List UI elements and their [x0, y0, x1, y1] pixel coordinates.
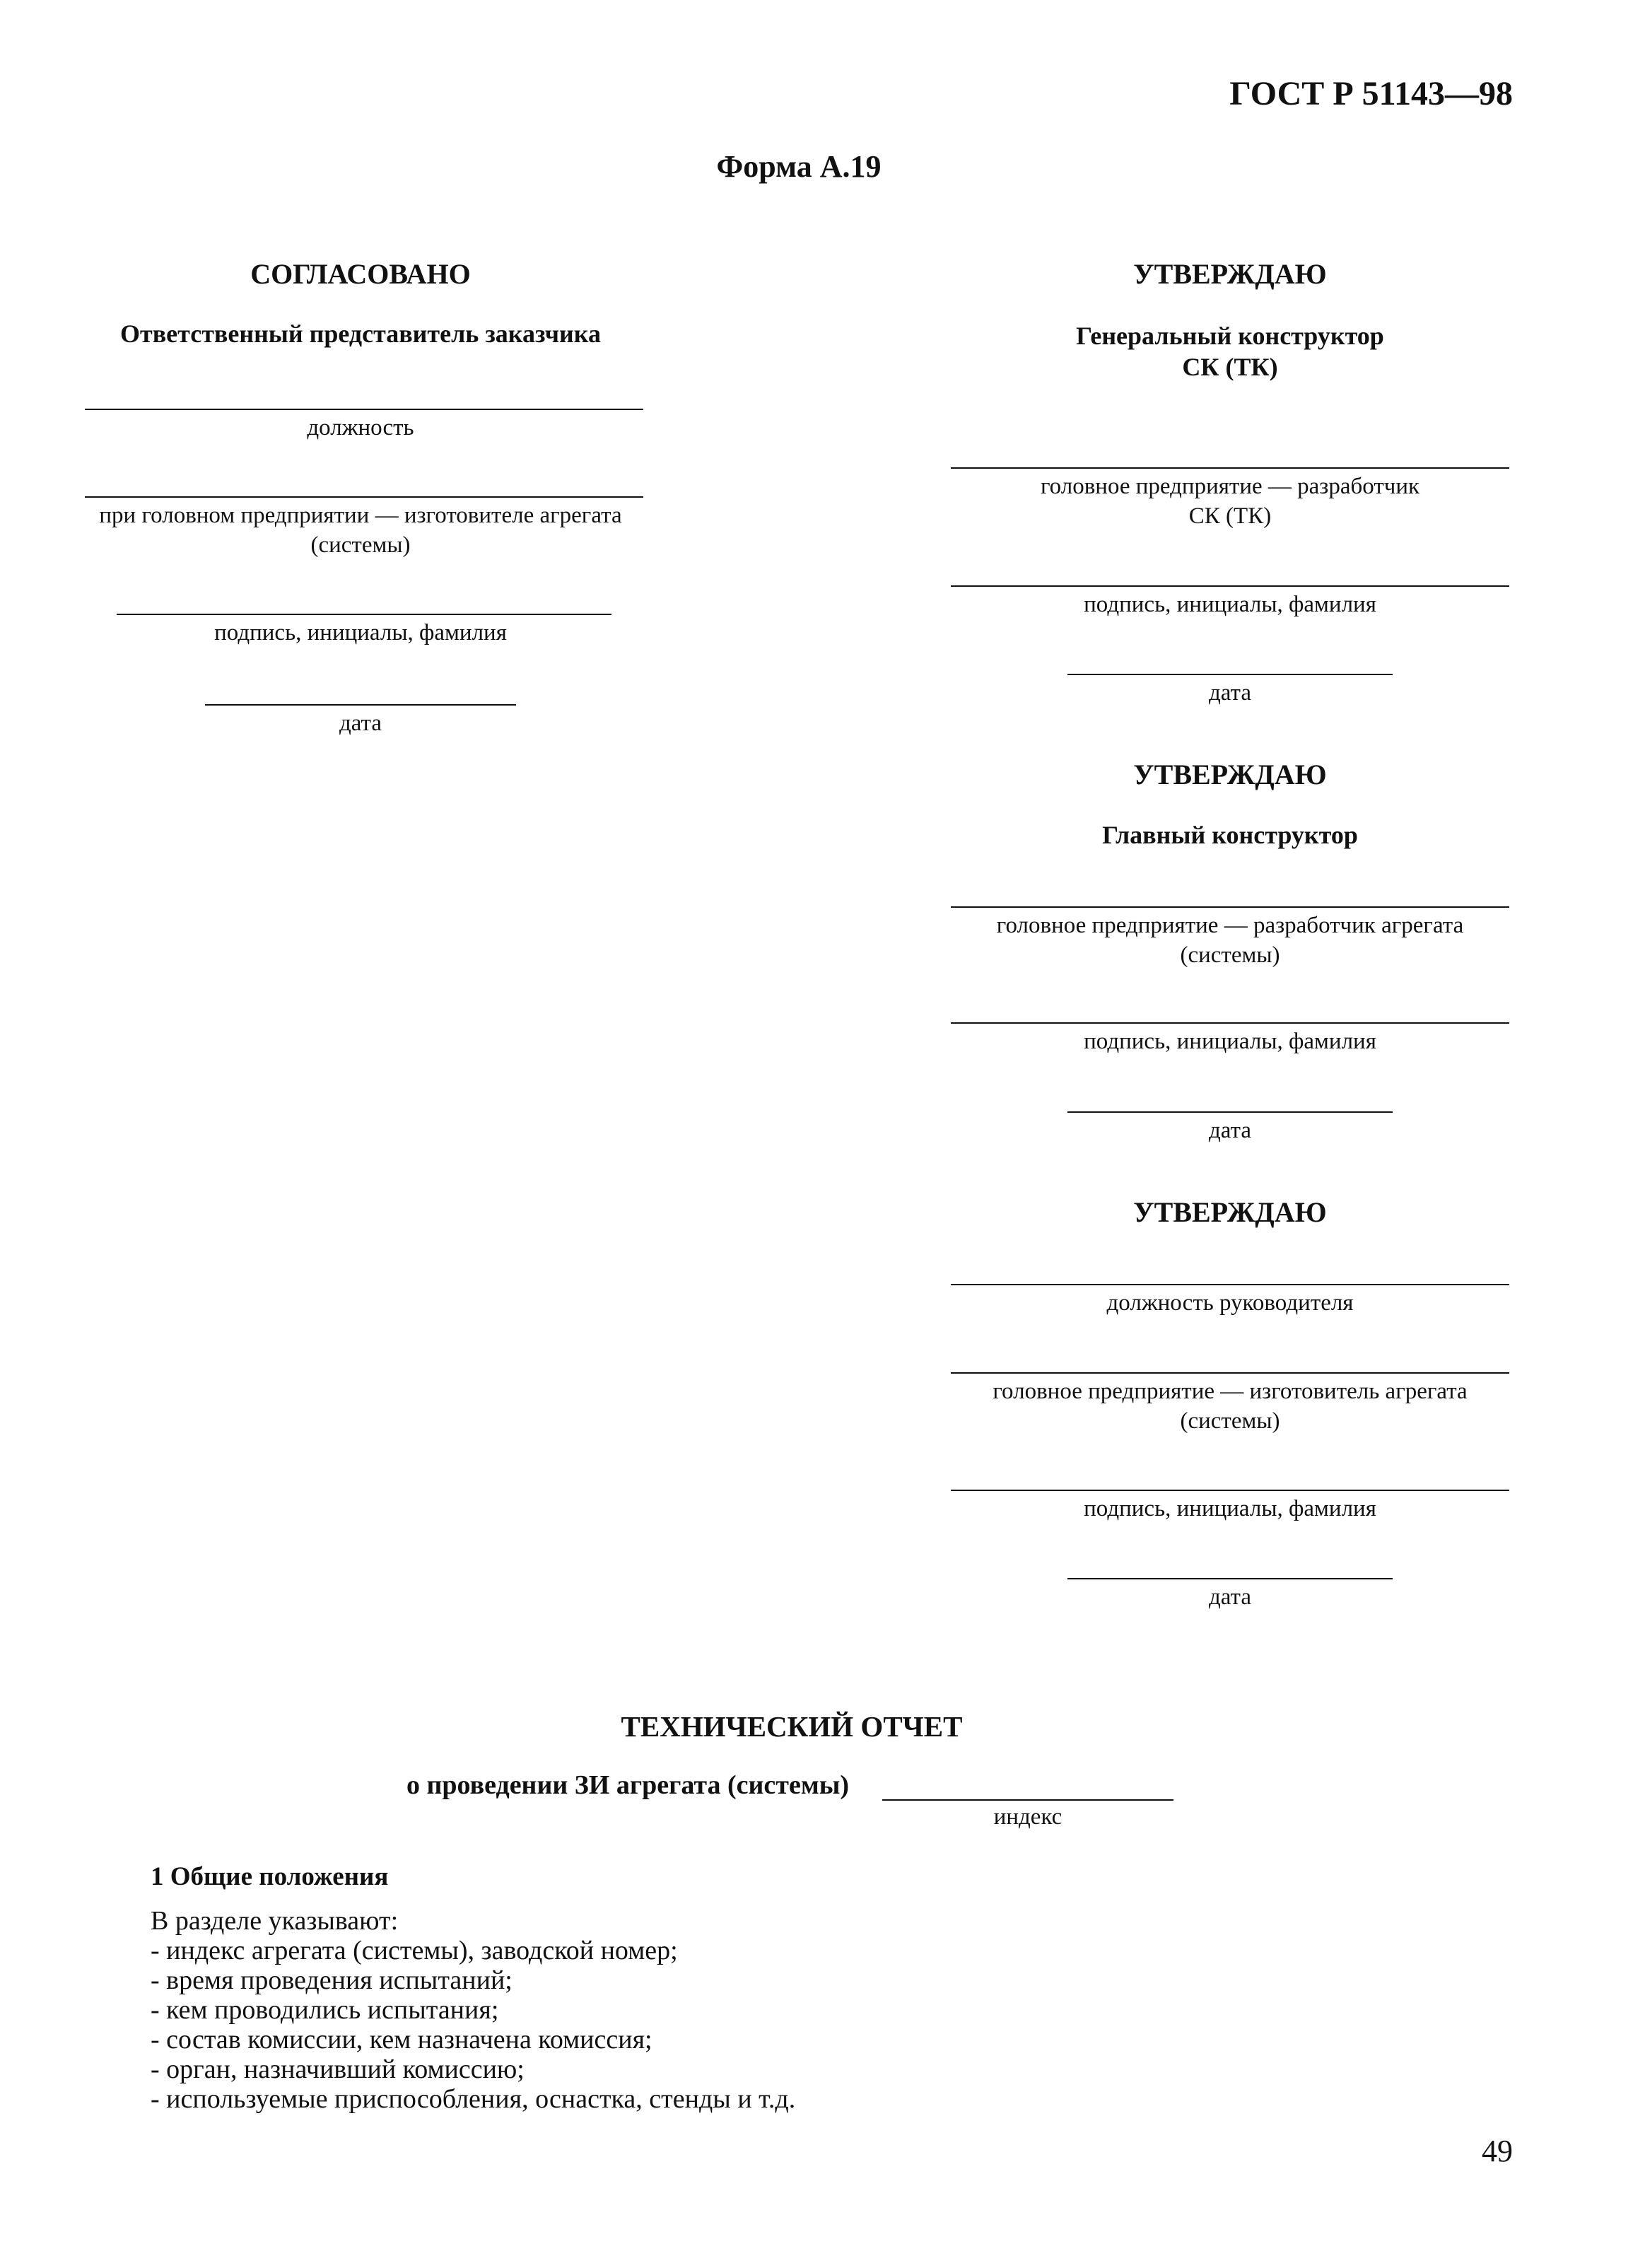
document-standard-number: ГОСТ Р 51143—98 — [1229, 75, 1513, 112]
list-item: - орган, назначивший комиссию; — [151, 2054, 525, 2084]
right3-enterprise-line — [951, 1372, 1509, 1374]
right1-role-line2: СК (ТК) — [1182, 353, 1278, 381]
right1-enterprise-caption-line2: СК (ТК) — [1188, 503, 1272, 529]
right1-role-line1: Генеральный конструктор — [1076, 322, 1384, 350]
right1-date-caption: дата — [1208, 680, 1252, 706]
list-item: - кем проводились испытания; — [151, 1995, 499, 2025]
left-heading: СОГЛАСОВАНО — [250, 258, 471, 290]
right3-enterprise-caption-line2: (системы) — [1180, 1408, 1280, 1434]
report-subtitle: о проведении ЗИ агрегата (системы) — [406, 1770, 850, 1800]
right3-signature-caption: подпись, инициалы, фамилия — [1084, 1496, 1376, 1521]
right2-signature-line — [951, 1022, 1509, 1024]
section-1-intro: В разделе указывают: — [151, 1906, 399, 1936]
right1-heading: УТВЕРЖДАЮ — [1133, 258, 1327, 290]
right3-position-line — [951, 1284, 1509, 1285]
list-item-text: состав комиссии, кем назначена комиссия; — [166, 2025, 652, 2054]
list-item-text: используемые приспособления, оснастка, стенды и т.д. — [166, 2084, 796, 2114]
right1-signature-line — [951, 585, 1509, 587]
right2-enterprise-line — [951, 906, 1509, 908]
right2-date-caption: дата — [1208, 1118, 1252, 1143]
right1-enterprise-line — [951, 467, 1509, 469]
date-caption: дата — [339, 711, 382, 736]
right3-heading: УТВЕРЖДАЮ — [1133, 1196, 1327, 1228]
date-line — [205, 704, 516, 706]
right3-enterprise-caption-line1: головное предприятие — изготовитель агрегата — [993, 1379, 1468, 1404]
right3-signature-line — [951, 1490, 1509, 1491]
right3-date-caption: дата — [1208, 1584, 1252, 1610]
index-line — [882, 1799, 1173, 1801]
list-item-text: орган, назначивший комиссию; — [166, 2054, 525, 2084]
right2-role: Главный конструктор — [1102, 821, 1358, 849]
list-item-text: кем проводились испытания; — [166, 1995, 499, 2025]
right2-enterprise-caption-line2: (системы) — [1180, 942, 1280, 968]
position-caption: должность — [307, 415, 414, 440]
enterprise-line — [85, 496, 643, 498]
right2-enterprise-caption-line1: головное предприятие — разработчик агрегата — [996, 913, 1464, 938]
list-item: - используемые приспособления, оснастка, стенды и т.д. — [151, 2084, 796, 2114]
right2-signature-caption: подпись, инициалы, фамилия — [1084, 1029, 1376, 1054]
position-line — [85, 409, 643, 410]
right3-date-line — [1067, 1578, 1393, 1579]
index-caption: индекс — [993, 1804, 1062, 1830]
right1-enterprise-caption-line1: головное предприятие — разработчик — [1040, 474, 1420, 499]
right1-signature-caption: подпись, инициалы, фамилия — [1084, 592, 1376, 617]
report-title: ТЕХНИЧЕСКИЙ ОТЧЕТ — [621, 1710, 963, 1743]
list-item: - состав комиссии, кем назначена комиссия; — [151, 2025, 652, 2054]
enterprise-caption: при головном предприятии — изготовителе агрегата (системы) — [99, 503, 622, 558]
list-item-text: индекс агрегата (системы), заводской номер; — [166, 1936, 678, 1965]
list-item: - время проведения испытаний; — [151, 1965, 513, 1995]
page-number: 49 — [1482, 2134, 1513, 2168]
right2-date-line — [1067, 1111, 1393, 1113]
list-item-text: время проведения испытаний; — [166, 1965, 513, 1995]
left-role: Ответственный представитель заказчика — [120, 320, 601, 348]
right3-position-caption: должность руководителя — [1106, 1290, 1354, 1316]
section-1-body — [151, 1906, 1211, 2114]
signature-line — [117, 614, 611, 615]
form-number: Форма А.19 — [716, 149, 882, 184]
right2-heading: УТВЕРЖДАЮ — [1133, 759, 1327, 790]
list-item: - индекс агрегата (системы), заводской номер; — [151, 1936, 678, 1965]
right1-date-line — [1067, 674, 1393, 675]
signature-caption: подпись, инициалы, фамилия — [214, 620, 507, 645]
section-1-heading: 1 Общие положения — [151, 1862, 389, 1891]
